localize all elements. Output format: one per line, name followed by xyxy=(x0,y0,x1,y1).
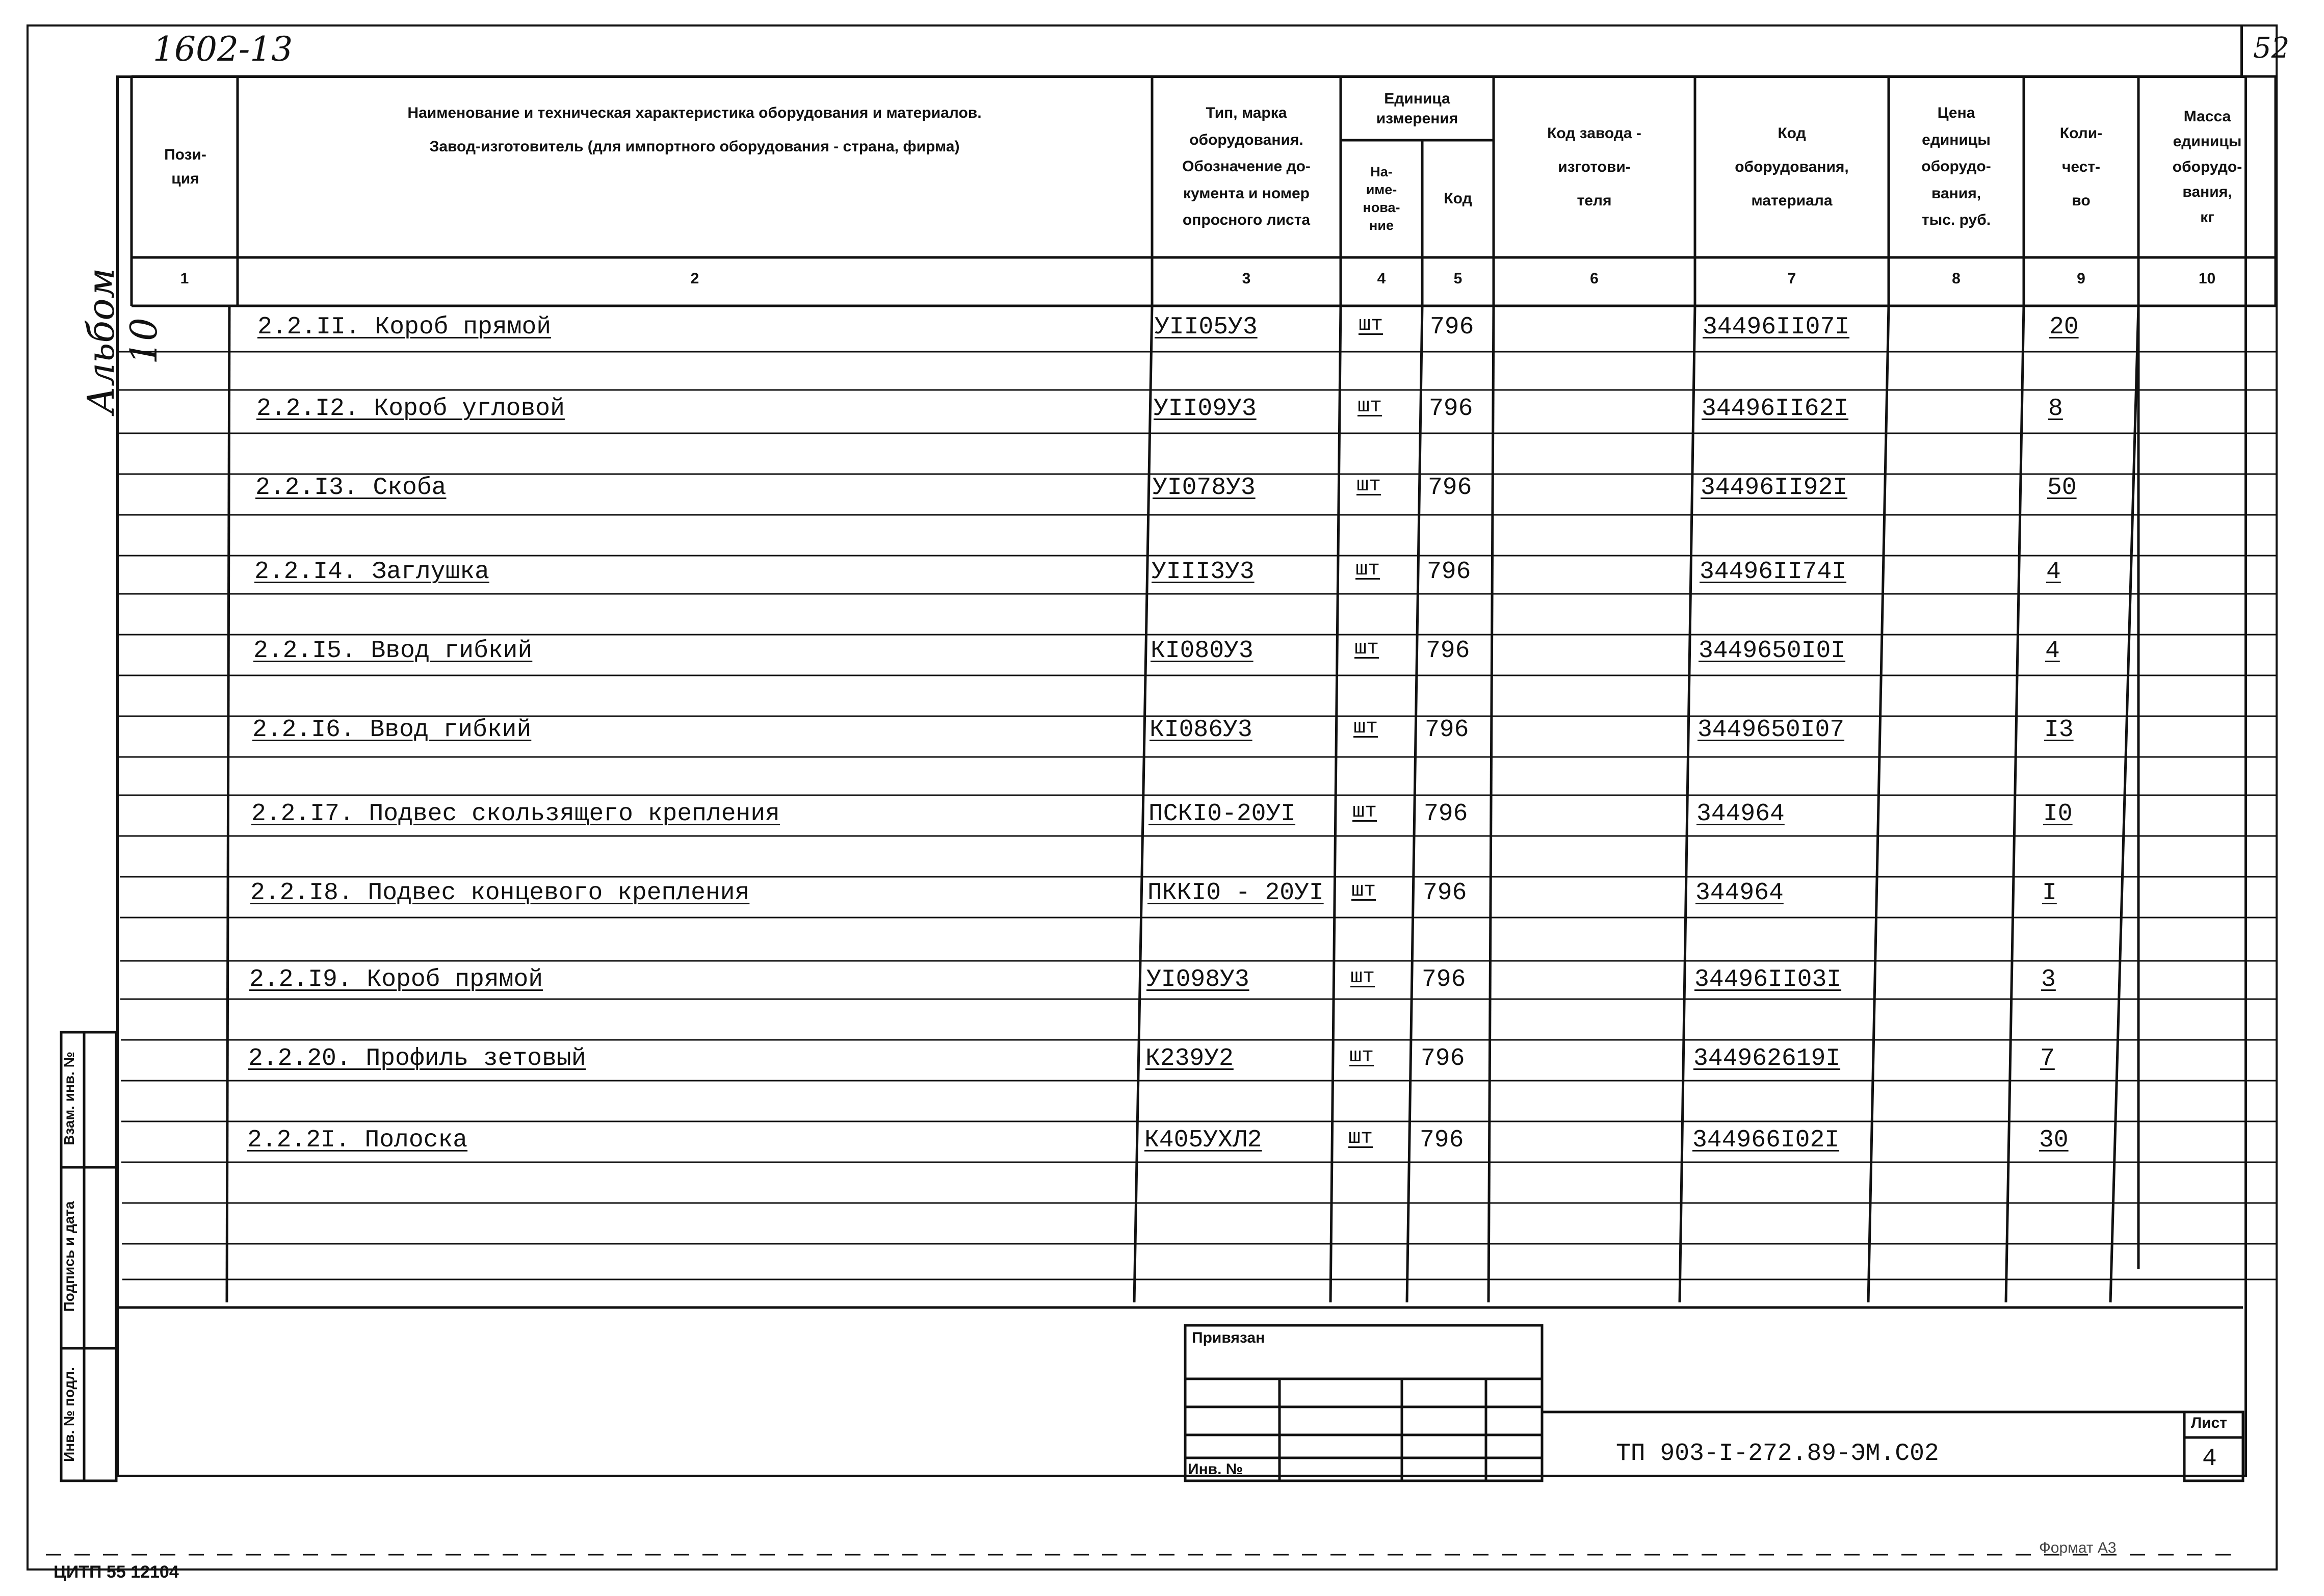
row-10-name: 2.2.20. Профиль зетовый xyxy=(248,1045,586,1072)
row-1-unit: шт xyxy=(1359,313,1383,336)
row-6-equip-code: 3449650I07 xyxy=(1698,716,1845,744)
row-3-unit: шт xyxy=(1356,474,1381,497)
row-1-equip-code: 34496II07I xyxy=(1703,313,1850,341)
row-2-type: УII09У3 xyxy=(1154,395,1257,423)
footer-left: ЦИТП 55 12104 xyxy=(54,1562,179,1582)
col-num-1: 1 xyxy=(180,270,189,287)
row-9-unit: шт xyxy=(1350,966,1375,989)
row-2-qty: 8 xyxy=(2048,395,2063,423)
row-10-qty: 7 xyxy=(2040,1045,2055,1072)
row-11-qty: 30 xyxy=(2039,1127,2069,1154)
row-3-qty: 50 xyxy=(2047,474,2077,502)
row-11-type: К405УХЛ2 xyxy=(1144,1127,1262,1154)
col-header-equipment-code: Код оборудования, материала xyxy=(1735,124,1849,209)
row-7-qty: I0 xyxy=(2043,800,2073,828)
side-stamp-sign-date: Подпись и дата xyxy=(61,1201,77,1312)
row-1-type: УII05У3 xyxy=(1155,313,1258,341)
side-stamp-inv-orig: Инв. № подл. xyxy=(61,1367,77,1462)
col-header-factory-code: Код завода - изготови- теля xyxy=(1547,124,1641,209)
col-header-unit-code: Код xyxy=(1444,190,1472,207)
row-8-type: ПККI0 - 20УI xyxy=(1147,879,1324,907)
row-6-unit-code: 796 xyxy=(1425,716,1469,744)
row-4-unit-code: 796 xyxy=(1427,558,1471,586)
row-9-type: УI098У3 xyxy=(1146,966,1249,993)
album-label-handwritten: Альбом 10 xyxy=(80,268,165,414)
row-5-equip-code: 3449650I0I xyxy=(1699,637,1846,665)
row-8-name: 2.2.I8. Подвес концевого крепления xyxy=(250,879,750,907)
stamp-inv-label: Инв. № xyxy=(1188,1461,1243,1478)
row-2-unit-code: 796 xyxy=(1429,395,1473,423)
row-9-name: 2.2.I9. Короб прямой xyxy=(249,966,543,993)
col-header-mass: Масса единицы оборудо- вания, кг xyxy=(2172,108,2242,226)
col-header-unit-name: На- име- нова- ние xyxy=(1363,164,1400,233)
row-3-type: УI078У3 xyxy=(1153,474,1256,502)
row-1-unit-code: 796 xyxy=(1430,313,1474,341)
row-7-unit-code: 796 xyxy=(1424,800,1468,828)
row-11-unit-code: 796 xyxy=(1420,1127,1464,1154)
row-5-unit-code: 796 xyxy=(1426,637,1470,665)
col-num-6: 6 xyxy=(1590,270,1599,287)
row-10-type: К239У2 xyxy=(1145,1045,1234,1072)
row-5-type: КI080У3 xyxy=(1151,637,1254,665)
row-4-qty: 4 xyxy=(2046,558,2061,586)
col-num-2: 2 xyxy=(690,270,699,287)
row-2-unit: шт xyxy=(1357,395,1382,418)
col-num-4: 4 xyxy=(1377,270,1386,287)
col-header-quantity: Коли- чест- во xyxy=(2059,124,2103,209)
row-10-unit: шт xyxy=(1349,1045,1374,1068)
row-9-unit-code: 796 xyxy=(1422,966,1466,993)
row-1-name: 2.2.II. Короб прямой xyxy=(257,313,552,341)
row-4-equip-code: 34496II74I xyxy=(1700,558,1847,586)
row-5-qty: 4 xyxy=(2045,637,2060,665)
row-3-unit-code: 796 xyxy=(1428,474,1472,502)
col-header-name: Наименование и техническая характеристика оборудования и материалов. Завод-изготовитель (для импортного оборудования - страна, фирма) xyxy=(407,104,982,155)
stamp-designation: ТП 903-I-272.89-ЭМ.С02 xyxy=(1616,1440,1939,1468)
row-5-unit: шт xyxy=(1354,637,1379,660)
stamp-sheet-label: Лист xyxy=(2191,1415,2227,1431)
page-number-handwritten: 52 xyxy=(2253,32,2290,65)
stamp-sheet-number: 4 xyxy=(2202,1445,2217,1473)
col-header-type: Тип, марка оборудования. Обозначение до- кумента и номер опросного листа xyxy=(1182,104,1311,229)
row-8-qty: I xyxy=(2042,879,2057,907)
col-num-8: 8 xyxy=(1952,270,1961,287)
row-7-name: 2.2.I7. Подвес скользящего крепления xyxy=(251,800,780,828)
row-2-name: 2.2.I2. Короб угловой xyxy=(256,395,565,423)
row-8-unit: шт xyxy=(1351,879,1376,902)
row-6-name: 2.2.I6. Ввод гибкий xyxy=(252,716,532,744)
row-10-equip-code: 344962619I xyxy=(1693,1045,1841,1072)
row-10-unit-code: 796 xyxy=(1421,1045,1465,1072)
footer-right: Формат А3 xyxy=(2039,1539,2117,1556)
row-7-equip-code: 344964 xyxy=(1696,800,1785,828)
row-6-type: КI086У3 xyxy=(1150,716,1252,744)
side-stamp-replace-inv: Взам. инв. № xyxy=(61,1052,77,1145)
row-4-unit: шт xyxy=(1355,558,1380,581)
col-num-5: 5 xyxy=(1453,270,1463,287)
col-num-7: 7 xyxy=(1787,270,1796,287)
row-9-equip-code: 34496II03I xyxy=(1694,966,1842,993)
row-9-qty: 3 xyxy=(2041,966,2056,993)
col-header-unit-group: Единица измерения xyxy=(1376,90,1458,127)
col-num-10: 10 xyxy=(2198,270,2216,287)
col-num-9: 9 xyxy=(2077,270,2085,287)
col-header-position: Пози- ция xyxy=(164,146,206,187)
col-num-3: 3 xyxy=(1242,270,1251,287)
col-header-price: Цена единицы оборудо- вания, тыс. руб. xyxy=(1921,104,1991,229)
doc-number-handwritten: 1602-13 xyxy=(153,30,293,69)
row-1-qty: 20 xyxy=(2049,313,2079,341)
row-7-type: ПСКI0-20УI xyxy=(1148,800,1296,828)
row-8-equip-code: 344964 xyxy=(1695,879,1784,907)
row-2-equip-code: 34496II62I xyxy=(1702,395,1849,423)
row-11-name: 2.2.2I. Полоска xyxy=(247,1127,468,1154)
row-11-equip-code: 344966I02I xyxy=(1692,1127,1840,1154)
row-3-name: 2.2.I3. Скоба xyxy=(255,474,447,502)
stamp-bound-label: Привязан xyxy=(1192,1329,1265,1346)
row-6-qty: I3 xyxy=(2044,716,2074,744)
row-3-equip-code: 34496II92I xyxy=(1701,474,1848,502)
row-8-unit-code: 796 xyxy=(1423,879,1467,907)
row-4-type: УIII3У3 xyxy=(1152,558,1255,586)
row-4-name: 2.2.I4. Заглушка xyxy=(254,558,489,586)
row-11-unit: шт xyxy=(1348,1127,1373,1149)
row-7-unit: шт xyxy=(1352,800,1377,823)
row-5-name: 2.2.I5. Ввод гибкий xyxy=(253,637,533,665)
row-6-unit: шт xyxy=(1353,716,1378,739)
